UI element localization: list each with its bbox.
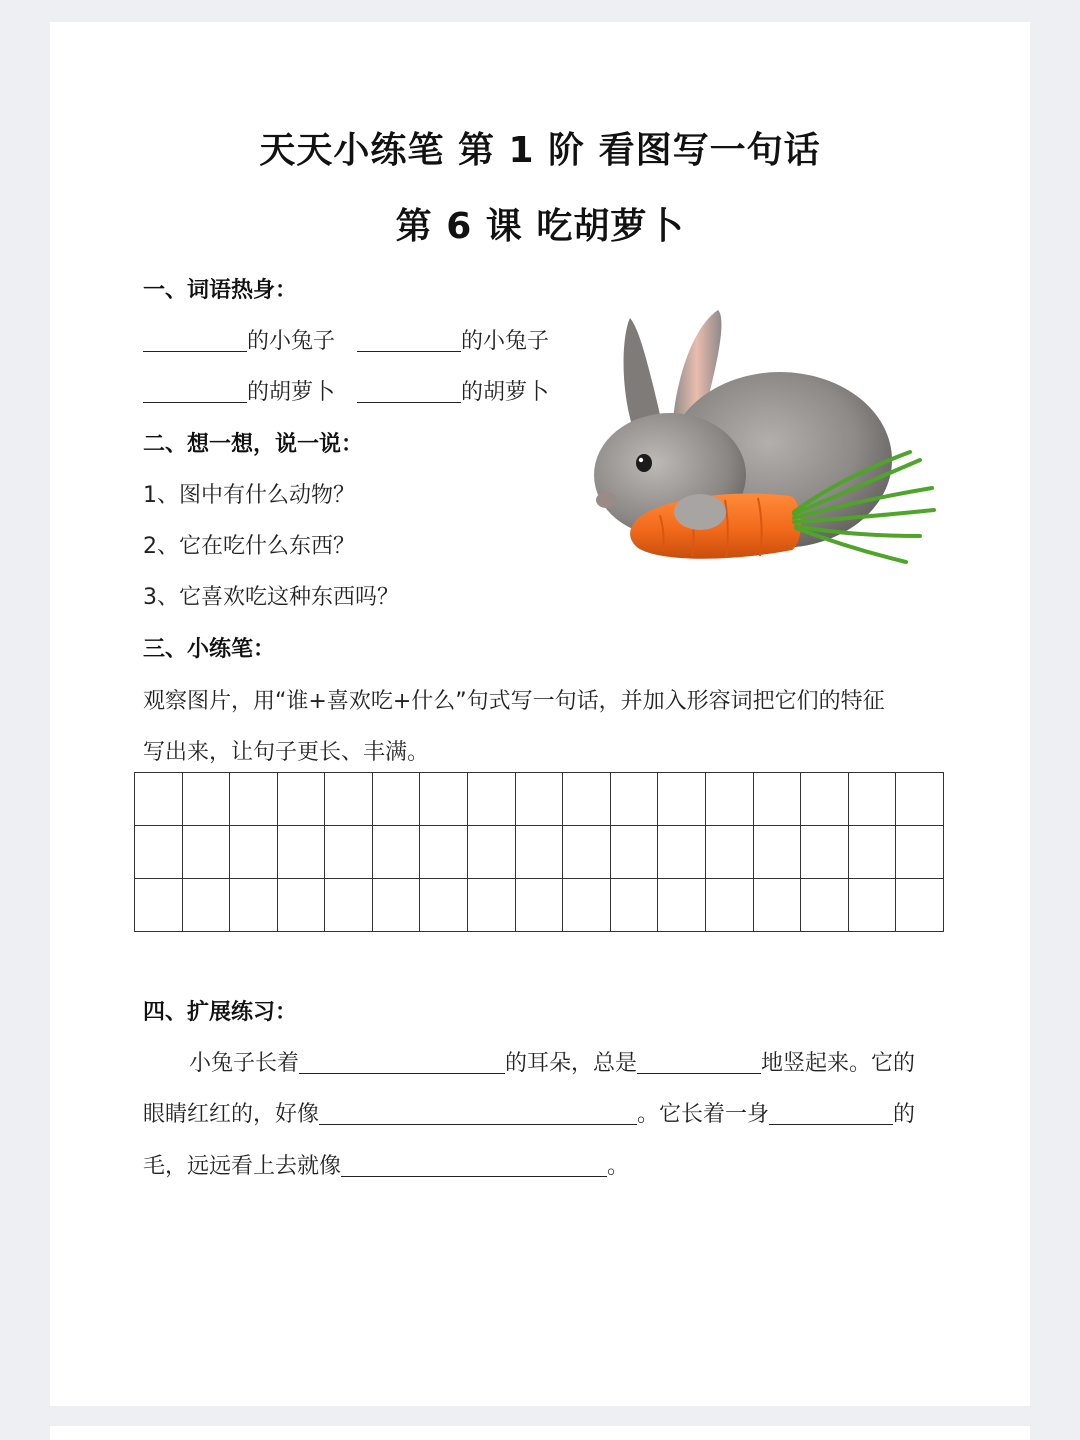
next-page-edge xyxy=(50,1426,1030,1440)
extension-text-1b: 的耳朵，总是 xyxy=(505,1051,638,1076)
extension-blank-2[interactable] xyxy=(637,1051,761,1074)
grid-cell[interactable] xyxy=(230,879,278,932)
grid-cell[interactable] xyxy=(658,879,706,932)
grid-cell[interactable] xyxy=(135,773,183,826)
grid-cell[interactable] xyxy=(230,826,278,879)
extension-text-2b: 。它长着一身 xyxy=(637,1102,770,1127)
extension-text-3a: 毛，远远看上去就像 xyxy=(143,1154,342,1179)
extension-blank-1[interactable] xyxy=(299,1051,505,1074)
grid-cell[interactable] xyxy=(753,826,801,879)
extension-line-3 xyxy=(143,1149,943,1180)
grid-cell[interactable] xyxy=(515,773,563,826)
grid-cell[interactable] xyxy=(801,879,849,932)
grid-cell[interactable] xyxy=(705,826,753,879)
grid-cell[interactable] xyxy=(325,879,373,932)
section-1-heading: 一、词语热身： xyxy=(143,278,298,303)
grid-cell[interactable] xyxy=(372,826,420,879)
rabbit-carrot-illustration xyxy=(580,300,950,590)
grid-cell[interactable] xyxy=(563,773,611,826)
extension-text-3b: 。 xyxy=(607,1154,630,1179)
grid-cell[interactable] xyxy=(182,773,230,826)
grid-cell[interactable] xyxy=(182,879,230,932)
warmup-blank-1[interactable] xyxy=(143,329,247,352)
grid-cell[interactable] xyxy=(896,879,944,932)
extension-text-2a: 眼睛红红的，好像 xyxy=(143,1102,320,1127)
warmup-row-1 xyxy=(143,324,549,355)
grid-cell[interactable] xyxy=(753,773,801,826)
grid-cell[interactable] xyxy=(848,879,896,932)
grid-cell[interactable] xyxy=(610,773,658,826)
extension-blank-4[interactable] xyxy=(769,1102,893,1125)
instruction-line-2: 写出来，让句子更长、丰满。 xyxy=(143,740,430,765)
grid-cell[interactable] xyxy=(896,826,944,879)
grid-row xyxy=(135,826,944,879)
extension-text-1a: 小兔子长着 xyxy=(189,1051,300,1076)
warmup-blank-2[interactable] xyxy=(357,329,461,352)
extension-blank-5[interactable] xyxy=(341,1154,607,1177)
grid-cell[interactable] xyxy=(658,826,706,879)
lesson-title: 第 6 课 吃胡萝卜 xyxy=(395,206,685,247)
grid-cell[interactable] xyxy=(277,773,325,826)
rabbit-eye xyxy=(636,454,652,472)
grid-cell[interactable] xyxy=(515,879,563,932)
question-1: 1、图中有什么动物？ xyxy=(143,483,355,508)
grid-cell[interactable] xyxy=(610,826,658,879)
grid-cell[interactable] xyxy=(230,773,278,826)
grid-cell[interactable] xyxy=(468,773,516,826)
grid-cell[interactable] xyxy=(705,773,753,826)
grid-cell[interactable] xyxy=(705,879,753,932)
grid-cell[interactable] xyxy=(515,826,563,879)
grid-cell[interactable] xyxy=(563,826,611,879)
warmup-suffix-3: 的胡萝卜 xyxy=(247,380,336,405)
grid-cell[interactable] xyxy=(658,773,706,826)
rabbit-paw xyxy=(674,494,726,530)
grid-cell[interactable] xyxy=(277,879,325,932)
extension-blank-3[interactable] xyxy=(319,1102,637,1125)
grid-cell[interactable] xyxy=(135,879,183,932)
instruction-line-1: 观察图片，用“谁+喜欢吃+什么”句式写一句话，并加入形容词把它们的特征 xyxy=(143,689,885,714)
worksheet-title: 天天小练笔 第 1 阶 看图写一句话 xyxy=(259,130,821,171)
question-2: 2、它在吃什么东西？ xyxy=(143,534,355,559)
grid-cell[interactable] xyxy=(563,879,611,932)
grid-cell[interactable] xyxy=(468,879,516,932)
grid-cell[interactable] xyxy=(801,773,849,826)
grid-cell[interactable] xyxy=(848,773,896,826)
extension-text-2c: 的 xyxy=(893,1102,916,1127)
grid-cell[interactable] xyxy=(801,826,849,879)
extension-text-1c: 地竖起来。它的 xyxy=(761,1051,916,1076)
grid-cell[interactable] xyxy=(610,879,658,932)
question-3: 3、它喜欢吃这种东西吗？ xyxy=(143,585,399,610)
grid-cell[interactable] xyxy=(896,773,944,826)
grid-cell[interactable] xyxy=(277,826,325,879)
grid-cell[interactable] xyxy=(420,773,468,826)
grid-row xyxy=(135,879,944,932)
extension-line-2 xyxy=(143,1097,943,1128)
warmup-suffix-2: 的小兔子 xyxy=(461,329,550,354)
warmup-row-2 xyxy=(143,375,549,406)
warmup-suffix-1: 的小兔子 xyxy=(247,329,336,354)
warmup-suffix-4: 的胡萝卜 xyxy=(461,380,550,405)
grid-cell[interactable] xyxy=(135,826,183,879)
warmup-blank-3[interactable] xyxy=(143,380,247,403)
grid-cell[interactable] xyxy=(372,879,420,932)
rabbit-nose xyxy=(596,492,616,508)
grid-cell[interactable] xyxy=(420,826,468,879)
grid-cell[interactable] xyxy=(468,826,516,879)
section-4-heading: 四、扩展练习： xyxy=(143,1000,298,1025)
grid-cell[interactable] xyxy=(420,879,468,932)
writing-grid[interactable] xyxy=(134,772,944,932)
extension-line-1 xyxy=(143,1046,943,1077)
grid-cell[interactable] xyxy=(753,879,801,932)
grid-row xyxy=(135,773,944,826)
section-3-heading: 三、小练笔： xyxy=(143,637,276,662)
section-2-heading: 二、想一想，说一说： xyxy=(143,432,364,457)
grid-cell[interactable] xyxy=(182,826,230,879)
grid-cell[interactable] xyxy=(325,826,373,879)
grid-cell[interactable] xyxy=(325,773,373,826)
grid-cell[interactable] xyxy=(848,826,896,879)
grid-cell[interactable] xyxy=(372,773,420,826)
warmup-blank-4[interactable] xyxy=(357,380,461,403)
